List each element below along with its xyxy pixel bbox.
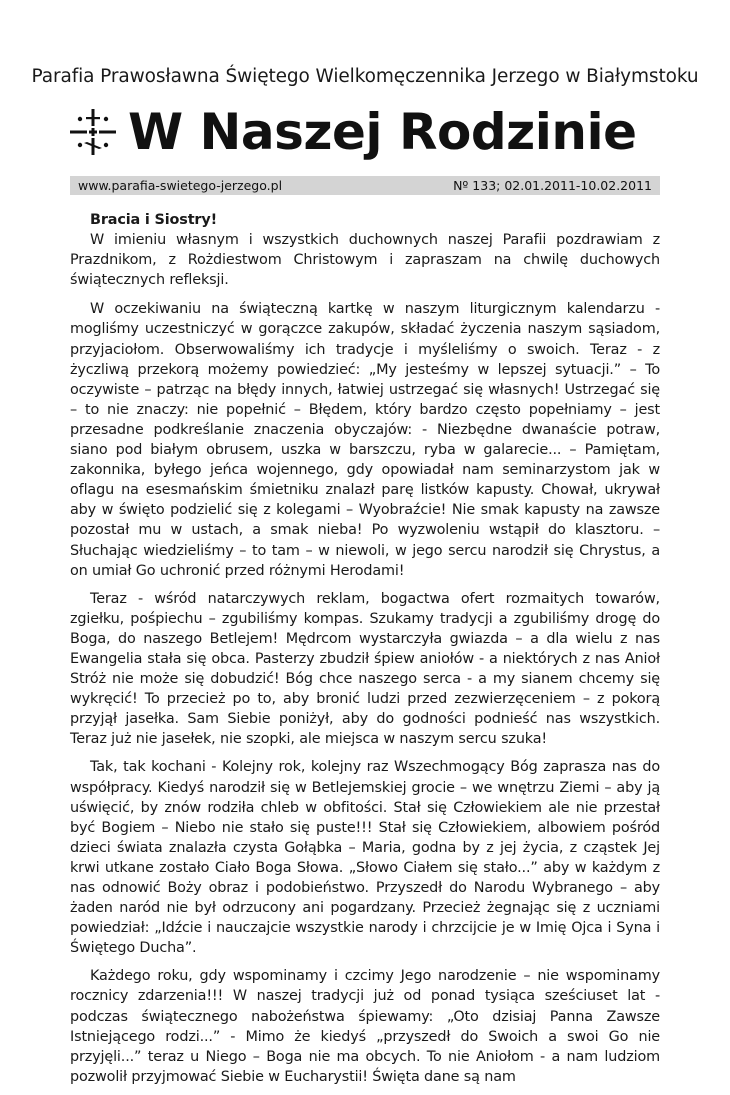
paragraph: W oczekiwaniu na świąteczną kartkę w naszym liturgicznym kalendarzu - mogliśmy uczestniczyć w gorączce zakupów, składać życzenia naszym sąsiadom, przyjaciołom. Obserwowaliśmy ich tradycje i myśleliśmy o swoich. Teraz - z życzliwą przekorą możemy powiedzieć: „My jesteśmy w lepszej sytuacji.” – To oczywiste – patrząc na błędy innych, łatwiej ustrzegać się własnych! Ustrzegać się – to nie znaczy: nie popełnić – Błędem, który bardzo często popełniamy – jest przesadne podkreślanie znaczenia obyczajów: - Niezbędne dwanaście potraw, siano pod białym obrusem, uszka w barszczu, ryba w galarecie... – Pamiętam, zakonnika, byłego jeńca wojennego, gdy opowiadał nam seminarzystom jak w oflagu na esesmańskim śmietniku znalazł parę listków kapusty. Chował, ukrywał aby w święto podzielić się z kolegami – Wyobraźcie! Nie smak kapusty na zawsze pozostał mu w ustach, a smak nieba! Po wyzwoleniu wstąpił do klasztoru. – Słuchając wiedzieliśmy – to tam – w niewoli, w jego sercu narodził się Chrystus, a on umiał Go uchronić przed różnymi Herodami! [70,301,660,579]
article-body [70,210,660,1095]
greeting: Bracia i Siostry! [90,212,218,228]
paragraph: W imieniu własnym i wszystkich duchownych naszej Parafii pozdrawiam z Prazdnikom, z Rożdiestwom Christowym i zapraszam na chwilę duchowych świątecznych refleksji. [70,232,660,289]
paragraph: Każdego roku, gdy wspominamy i czcimy Jego narodzenie – nie wspominamy rocznicy zdarzenia!!! W naszej tradycji już od ponad tysiąca sześciuset lat - podczas świątecznego nabożeństwa śpiewamy: „Oto dzisiaj Panna Zawsze Istniejącego rodzi...” - Mimo że kiedyś „przyszedł do Swoich a swoi Go nie przyjęli...” teraz u Niego – Boga nie ma obcych. To nie Aniołom - a nam ludziom pozwolił przyjmować Siebie w Eucharystii! Święta dane są nam [70,968,660,1085]
info-bar [70,176,660,195]
issue-info: Nº 133; 02.01.2011-10.02.2011 [453,178,652,193]
parish-name: Parafia Prawosławna Świętego Wielkomęczennika Jerzego w Białymstoku [31,66,699,87]
orthodox-cross-icon [70,109,116,155]
website-link[interactable]: www.parafia-swietego-jerzego.pl [78,178,283,193]
paragraph: Teraz - wśród natarczywych reklam, bogactwa ofert rozmaitych towarów, zgiełku, pośpiechu – zgubiliśmy kompas. Szukamy tradycji a zgubiliśmy drogę do Boga, do naszego Betlejem! Mędrcom wystarczyła gwiazda – a dla wielu z nas Ewangelia stała się obca. Pasterzy zbudził śpiew aniołów - a niektórych z nas Anioł Stróż nie może się dobudzić! Bóg chce naszego serca - a my sianem chcemy się wykręcić! To przecież po to, aby bronić ludzi przed zezwierzęceniem – z pokorą przyjął jasełka. Sam Siebie poniżył, aby do godności podnieść nas wszystkich. Teraz już nie jasełek, nie szopki, ale miejsca w naszym sercu szuka! [70,590,660,748]
newsletter-title: W Naszej Rodzinie [128,103,637,161]
paragraph: Tak, tak kochani - Kolejny rok, kolejny raz Wszechmogący Bóg zaprasza nas do współpracy. Kiedyś narodził się w Betlejemskiej grocie – we wnętrzu Ziemi – aby ją uświęcić, by znów rodziła chleb w obfitości. Stał się Człowiekiem ale nie przestał być Bogiem – Niebo nie stało się puste!!! Stał się Człowiekiem, albowiem pośród dzieci świata znalazła czysta Gołąbka – Maria, godna by z jej życia, z cząstek Jej krwi utkane zostało Ciało Boga Słowa. „Słowo Ciałem się stało...” aby w każdym z nas odnowić Boży obraz i podobieństwo. Przyszedł do Narodu Wybranego – aby żaden naród nie był odrzucony ani pogardzany. Przecież żegnając się z uczniami powiedział: „Idźcie i nauczajcie wszystkie narody i chrzcijcie je w Imię Ojca i Syna i Świętego Ducha”. [70,759,660,957]
masthead [70,100,670,164]
